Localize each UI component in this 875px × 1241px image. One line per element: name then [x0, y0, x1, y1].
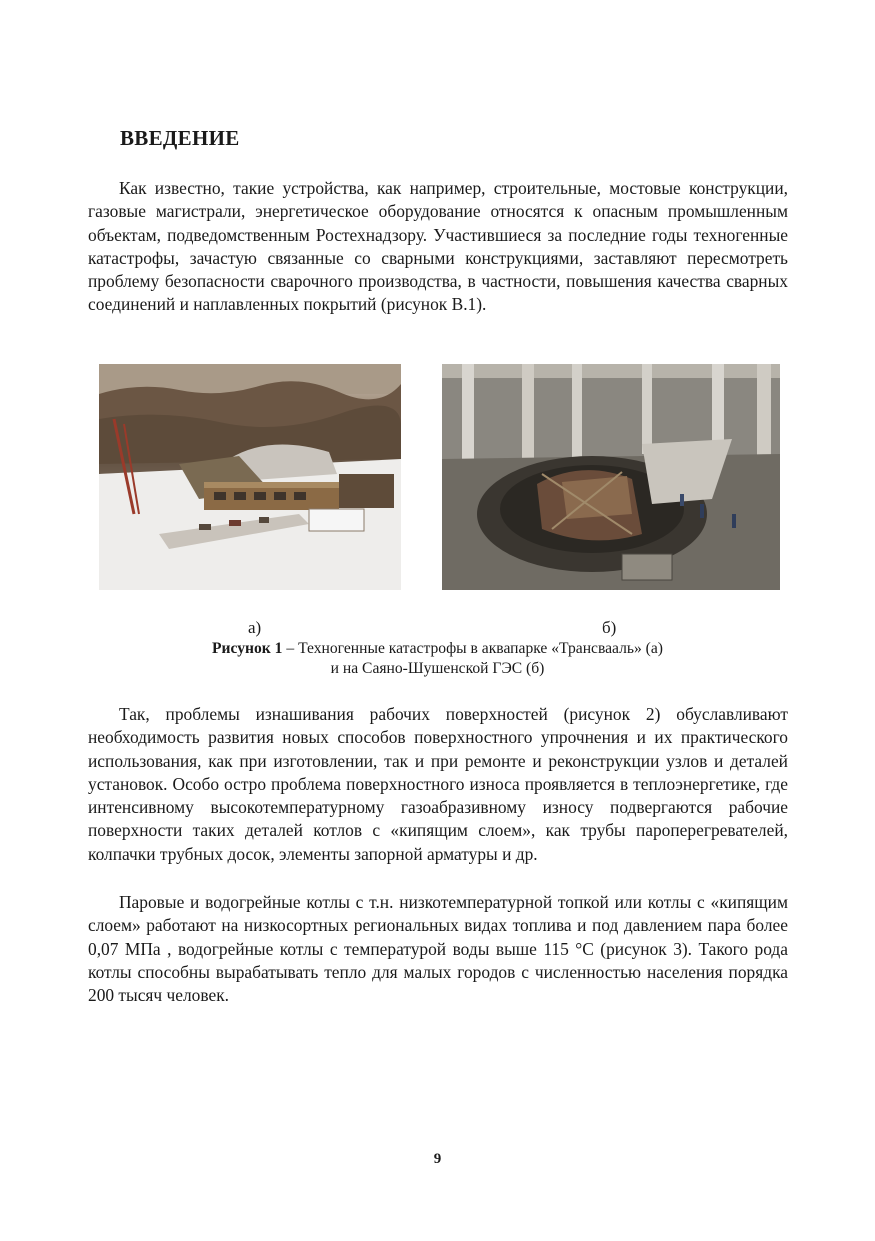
figure-caption-label: Рисунок 1: [212, 640, 283, 657]
paragraph-wear: Так, проблемы изнашивания рабочих поверхностей (рисунок 2) обуславливают необходимость развития новых способов поверхностного упрочнения и их практического использования, как при изготовлении, так и при ремонте и реконструкции узлов и деталей установок. Особо остро проблема поверхностного износа проявляется в теплоэнергетике, где интенсивному высокотемпературному газоабразивному износу подвергаются рабочие поверхности таких деталей котлов с «кипящим слоем», как трубы пароперегревателей, колпачки трубных досок, элементы запорной арматуры и др.: [88, 704, 788, 864]
subfigure-label-a: а): [248, 618, 262, 637]
photo-aquapark-collapse: [99, 364, 401, 590]
photo-hydro-plant-damage: [442, 364, 780, 590]
subfigure-label-b: б): [602, 618, 617, 637]
page-title: ВВЕДЕНИЕ: [120, 126, 240, 150]
figure-caption-line1: [120, 639, 755, 659]
page-number: 9: [433, 1151, 442, 1167]
aquapark-illustration: [99, 364, 401, 590]
hydro-plant-illustration: [442, 364, 780, 590]
figure-caption-line2: и на Саяно-Шушенской ГЭС (б): [330, 660, 545, 677]
figure-caption-text: – Техногенные катастрофы в аквапарке «Трансвааль» (а): [282, 640, 663, 657]
paragraph-intro: Как известно, такие устройства, как например, строительные, мостовые конструкции, газовые магистрали, энергетическое оборудование относятся к опасным промышленным объектам, подведомственным Ростехнадзору. Участившиеся за последние годы техногенные катастрофы, зачастую связанные со сварными конструкциями, заставляют пересмотреть проблему безопасности сварочного производства, в частности, повышения качества сварных соединений и наплавленных покрытий (рисунок В.1).: [88, 178, 788, 315]
paragraph-boilers: Паровые и водогрейные котлы с т.н. низкотемпературной топкой или котлы с «кипящим слоем» работают на низкосортных региональных видах топлива и под давлением пара более 0,07 МПа , водогрейные котлы с температурой воды выше 115 °С (рисунок 3). Такого рода котлы способны вырабатывать тепло для малых городов с численностью населения порядка 200 тысяч человек.: [88, 892, 788, 1006]
